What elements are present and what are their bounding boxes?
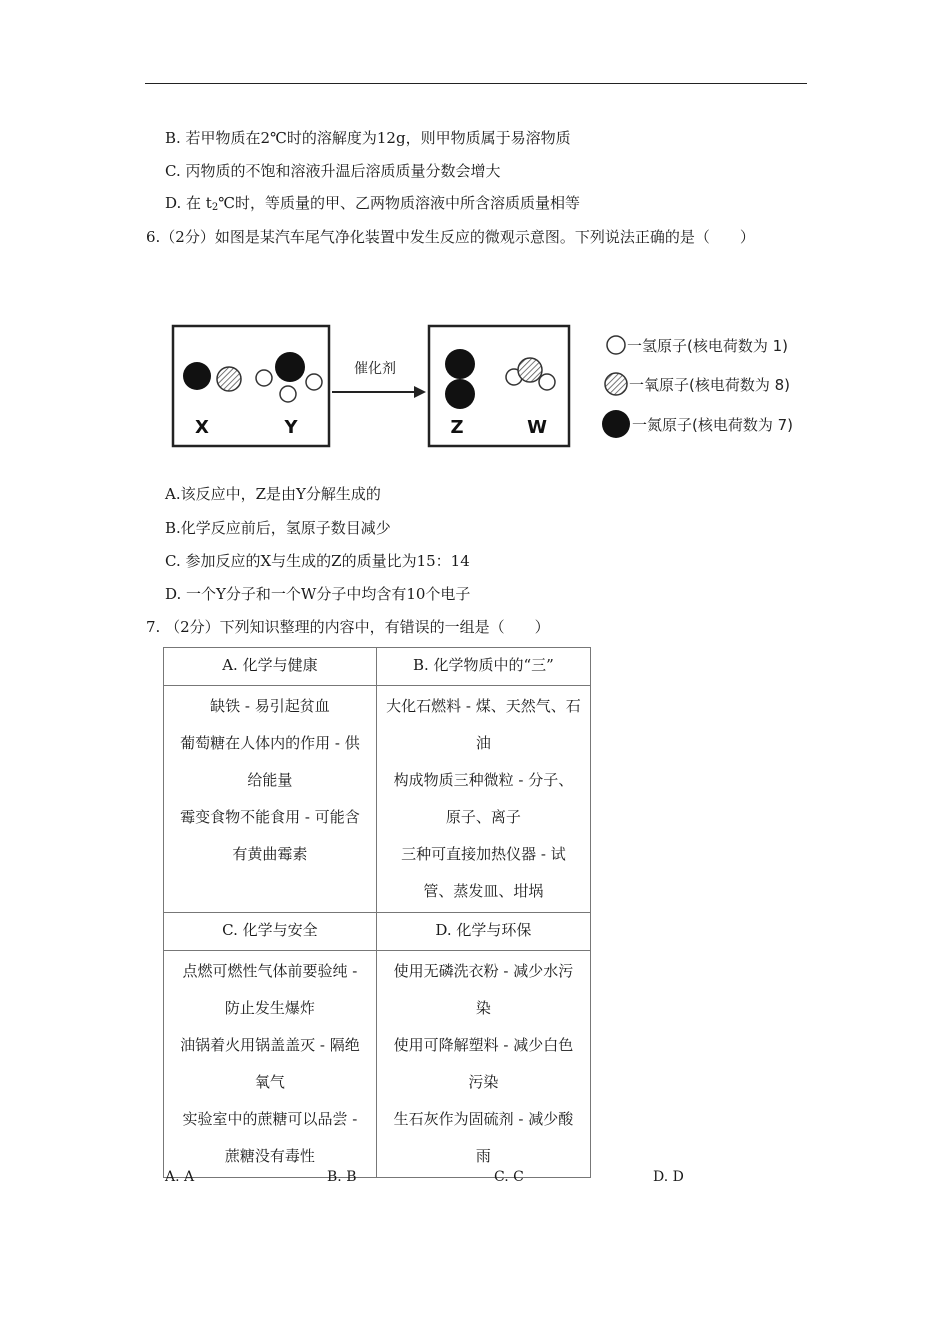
cell-c-line: 实验室中的蔗糖可以品尝 - xyxy=(182,1110,358,1128)
header-rule xyxy=(145,83,807,84)
q5-option-b: B. 若甲物质在2℃时的溶解度为12g，则甲物质属于易溶物质 xyxy=(165,129,571,147)
q7-choice-a: A. A xyxy=(165,1169,195,1185)
z-nitrogen-atom-top xyxy=(445,349,475,379)
x-oxygen-atom xyxy=(217,367,241,391)
cell-c-line: 油锅着火用锅盖盖灭 - 隔绝 xyxy=(180,1036,360,1054)
cell-d-line: 雨 xyxy=(475,1147,491,1165)
cell-b-heading: B. 化学物质中的“三” xyxy=(376,648,590,686)
q6-option-b: B.化学反应前后，氢原子数目减少 xyxy=(165,519,391,537)
q7-choice-c: C. C xyxy=(494,1169,524,1185)
cell-d-line: 使用可降解塑料 - 减少白色 xyxy=(393,1036,574,1054)
cell-d-line: 染 xyxy=(475,999,491,1017)
z-nitrogen-atom-bottom xyxy=(445,379,475,409)
cell-b-line: 原子、离子 xyxy=(445,808,521,826)
cell-b-line: 三种可直接加热仪器 - 试 xyxy=(401,845,566,863)
cell-a-line: 有黄曲霉素 xyxy=(232,845,308,863)
q5-option-d-suffix: ℃时，等质量的甲、乙两物质溶液中所含溶质质量相等 xyxy=(218,194,580,212)
cell-c-line: 点燃可燃性气体前要验纯 - xyxy=(182,962,358,980)
catalyst-label: 催化剂 xyxy=(354,361,396,377)
legend-hydrogen-icon xyxy=(607,336,625,354)
w-oxygen-atom xyxy=(518,358,542,382)
cell-b-body xyxy=(376,686,590,913)
q5-option-d-subscript: 2 xyxy=(211,202,219,213)
q6-option-d: D. 一个Y分子和一个W分子中均含有10个电子 xyxy=(165,585,471,603)
cell-b-line: 油 xyxy=(475,734,491,752)
label-w: W xyxy=(527,417,547,438)
q6-stem: 6.（2分）如图是某汽车尾气净化装置中发生反应的微观示意图。下列说法正确的是（ ） xyxy=(146,228,755,246)
legend-nitrogen-icon xyxy=(602,410,630,438)
y-hydrogen-atom-bottom xyxy=(280,386,296,402)
knowledge-table xyxy=(163,647,591,1178)
cell-c-heading: C. 化学与安全 xyxy=(164,913,377,951)
cell-a-body xyxy=(164,686,377,913)
cell-c-line: 防止发生爆炸 xyxy=(224,999,315,1017)
cell-a-line: 葡萄糖在人体内的作用 - 供 xyxy=(180,734,360,752)
x-nitrogen-atom xyxy=(183,362,211,390)
cell-a-heading: A. 化学与健康 xyxy=(164,648,377,686)
reaction-svg xyxy=(170,318,850,448)
y-hydrogen-atom-left xyxy=(256,370,272,386)
q7-stem: 7. （2分）下列知识整理的内容中，有错误的一组是（ ） xyxy=(146,618,550,636)
cell-d-line: 使用无磷洗衣粉 - 减少水污 xyxy=(393,962,574,980)
cell-d-body xyxy=(376,951,590,1178)
cell-d-line: 生石灰作为固硫剂 - 减少酸 xyxy=(393,1110,574,1128)
cell-c-line: 蔗糖没有毒性 xyxy=(224,1147,315,1165)
q5-option-d xyxy=(165,193,580,218)
label-y: Y xyxy=(284,417,298,438)
cell-a-line: 给能量 xyxy=(247,771,293,789)
y-nitrogen-atom xyxy=(275,352,305,382)
y-hydrogen-atom-right xyxy=(306,374,322,390)
q6-option-a: A.该反应中，Z是由Y分解生成的 xyxy=(165,485,381,503)
q7-choice-d: D. D xyxy=(653,1169,684,1185)
cell-a-line: 缺铁 - 易引起贫血 xyxy=(210,697,330,715)
q5-option-c: C. 丙物质的不饱和溶液升温后溶质质量分数会增大 xyxy=(165,162,501,180)
reaction-diagram xyxy=(170,318,850,448)
q5-option-d-prefix: D. 在 t xyxy=(165,194,212,212)
cell-c-line: 氧气 xyxy=(254,1073,285,1091)
cell-c-body xyxy=(164,951,377,1178)
label-z: Z xyxy=(450,417,464,438)
legend-hydrogen-label: 一氢原子(核电荷数为 1) xyxy=(627,337,789,355)
cell-b-line: 管、蒸发皿、坩埚 xyxy=(423,882,544,900)
cell-b-line: 大化石燃料 - 煤、天然气、石 xyxy=(386,697,581,715)
legend-oxygen-icon xyxy=(605,373,627,395)
q7-choice-b: B. B xyxy=(327,1169,357,1185)
legend-oxygen-label: 一氧原子(核电荷数为 8) xyxy=(629,376,791,394)
legend-nitrogen-label: 一氮原子(核电荷数为 7) xyxy=(632,416,794,434)
w-hydrogen-atom-right xyxy=(539,374,555,390)
cell-d-heading: D. 化学与环保 xyxy=(376,913,590,951)
cell-a-line: 霉变食物不能食用 - 可能含 xyxy=(180,808,360,826)
cell-d-line: 污染 xyxy=(468,1073,499,1091)
reaction-arrow-head xyxy=(414,386,426,398)
label-x: X xyxy=(195,417,209,438)
cell-b-line: 构成物质三种微粒 - 分子、 xyxy=(393,771,574,789)
q6-option-c: C. 参加反应的X与生成的Z的质量比为15：14 xyxy=(165,552,470,570)
